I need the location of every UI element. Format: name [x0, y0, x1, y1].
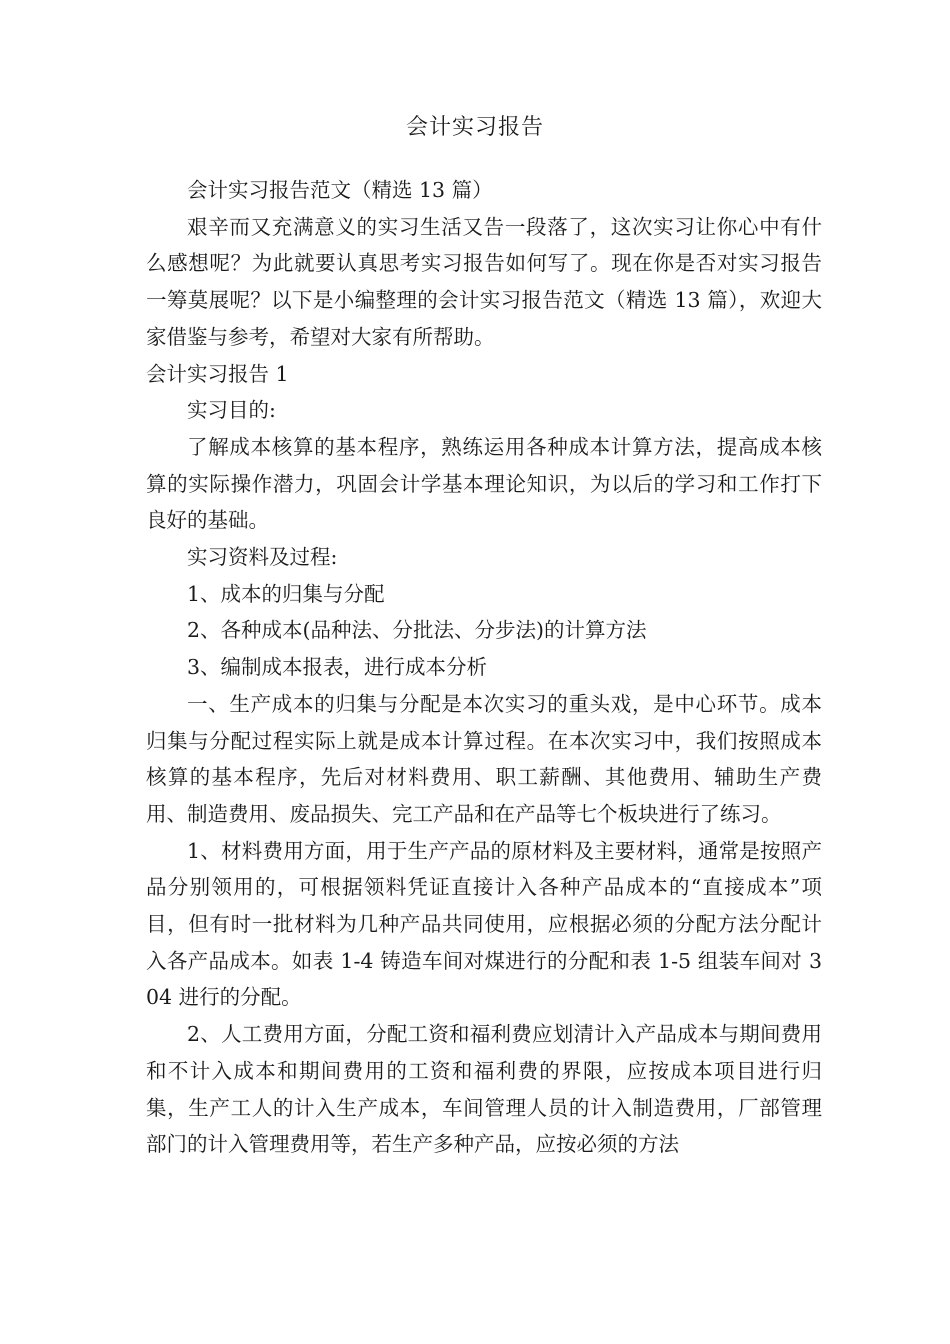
paragraph: 1、材料费用方面，用于生产产品的原材料及主要材料，通常是按照产品分别领用的，可根据领料凭证直接计入各种产品成本的“直接成本”项目，但有时一批材料为几种产品共同使用，应根据必须的分配方法分配计入各产品成本。如表 1-4 铸造车间对煤进行的分配和表 1-5 组装车间对 304 进行的分配。 [146, 838, 822, 1010]
list-item: 1、成本的归集与分配 [187, 581, 385, 606]
document-body [146, 172, 822, 1163]
paragraph: 一、生产成本的归集与分配是本次实习的重头戏，是中心环节。成本归集与分配过程实际上就是成本计算过程。在本次实习中，我们按照成本核算的基本程序，先后对材料费用、职工薪酬、其他费用、辅助生产费用、制造费用、废品损失、完工产品和在产品等七个板块进行了练习。 [146, 691, 822, 826]
paragraph: 2、人工费用方面，分配工资和福利费应划清计入产品成本与期间费用和不计入成本和期间费用的工资和福利费的界限，应按成本项目进行归集，生产工人的计入生产成本，车间管理人员的计入制造费用，厂部管理部门的计入管理费用等，若生产多种产品，应按必须的方法 [146, 1022, 822, 1157]
paragraph: 实习资料及过程: [187, 545, 338, 570]
document-title: 会计实习报告 [405, 115, 544, 140]
section-heading: 会计实习报告 1 [146, 361, 289, 386]
paragraph: 会计实习报告范文（精选 13 篇） [187, 178, 493, 202]
list-item: 3、编制成本报表，进行成本分析 [187, 655, 488, 680]
paragraph: 艰辛而又充满意义的实习生活又告一段落了，这次实习让你心中有什么感想呢？为此就要认真思考实习报告如何写了。现在你是否对实习报告一筹莫展呢？以下是小编整理的会计实习报告范文（精选 13 篇），欢迎大家借鉴与参考，希望对大家有所帮助。 [146, 214, 822, 349]
paragraph: 了解成本核算的基本程序，熟练运用各种成本计算方法，提高成本核算的实际操作潜力，巩固会计学基本理论知识，为以后的学习和工作打下良好的基础。 [146, 434, 822, 533]
paragraph: 实习目的: [187, 398, 276, 423]
list-item: 2、各种成本(品种法、分批法、分步法)的计算方法 [187, 618, 647, 643]
